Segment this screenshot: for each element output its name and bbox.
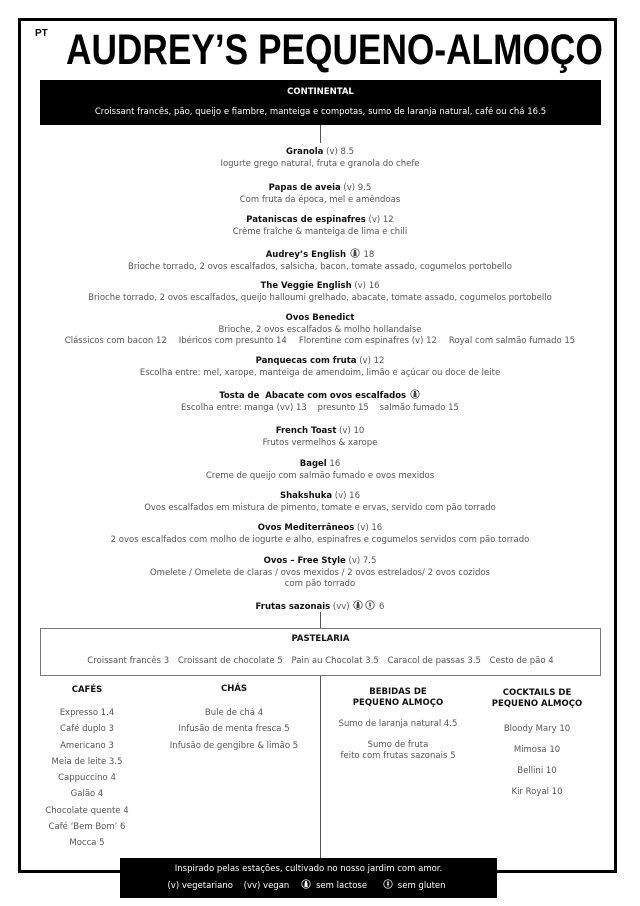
bebidas-column: BEBIDAS DE PEQUENO ALMOÇO Sumo de laranja natural 4.5 Sumo de fruta feito com frutas sazonais 5	[338, 687, 458, 761]
gluten-free-icon	[383, 879, 393, 889]
divider	[320, 612, 321, 628]
gluten-free-icon	[365, 600, 375, 610]
cocktails-column: COCKTAILS DE PEQUENO ALMOÇO Bloody Mary 10 Mimosa 10 Bellini 10 Kir Royal 10	[491, 688, 583, 797]
continental-banner	[40, 80, 601, 125]
legend-gluten: sem gluten	[397, 881, 446, 891]
menu-item: Ovos Mediterrâneos (v) 16 2 ovos escalfados com molho de iogurte e alho, espinafres e cogumelos servidos com pão torrado	[110, 523, 530, 545]
legend-lactose: sem lactose	[316, 881, 368, 891]
menu-item: The Veggie English (v) 16 Brioche torrado, 2 ovos escalfados, queijo halloumi grelhado, abacate, tomate assado, cogumelos portobello	[88, 281, 552, 303]
continental-description: Croissant francês, pão, queijo e fiambre, manteiga e compotas, sumo de laranja natural, café ou chá 16.5	[94, 107, 547, 117]
menu-item: Panquecas com fruta (v) 12 Escolha entre: mel, xarope, manteiga de amendoim, limão e açúcar ou doce de leite	[139, 356, 501, 378]
pastry-item: Caracol de passas 3.5	[387, 656, 481, 666]
lactose-free-icon	[410, 389, 420, 399]
pastelaria-heading: PASTELARIA	[291, 634, 350, 644]
legend-vegetarian: (v) vegetariano	[167, 881, 233, 891]
chas-column: CHÁS Bule de chá 4 Infusão de menta fresca 5 Infusão de gengibre & limão 5	[169, 684, 299, 751]
menu-item: Shakshuka (v) 16 Ovos escalfados em mistura de pimento, tomate e ervas, servido com pão torrado	[144, 491, 496, 513]
menu-item: Frutas sazonais (vv) 6	[255, 602, 385, 612]
pastelaria-box	[40, 628, 601, 676]
menu-item: Granola (v) 8.5 Iogurte grego natural, fruta e granola do chefe	[220, 147, 420, 169]
menu-item: Ovos – Free Style (v) 7.5 Omelete / Omelete de claras / ovos mexidos / 2 ovos estrelados/ 2 ovos cozidos com pão torrado	[149, 556, 490, 589]
menu-item: Bagel 16 Creme de queijo com salmão fumado e ovos mexidos	[205, 459, 435, 481]
pastry-item: Pain au Chocolat 3.5	[291, 656, 379, 666]
lactose-free-icon	[301, 879, 311, 889]
pastry-item: Cesto de pão 4	[489, 656, 554, 666]
menu-item: Tosta de Abacate com ovos escalfados Escolha entre: manga (vv) 13 presunto 15 salmão fumado 15	[181, 391, 459, 413]
lactose-free-icon	[353, 600, 363, 610]
pastry-item: Croissant de chocolate 5	[177, 656, 283, 666]
menu-item: Audrey’s English 18 Brioche torrado, 2 ovos escalfados, salsicha, bacon, tomate assado, cogumelos portobello	[128, 250, 512, 272]
lactose-free-icon	[350, 248, 360, 258]
continental-heading: CONTINENTAL	[287, 87, 354, 97]
divider	[320, 125, 321, 143]
divider	[320, 676, 321, 858]
menu-item: French Toast (v) 10 Frutos vermelhos & xarope	[262, 426, 378, 448]
pastry-item: Croissant francês 3	[87, 656, 170, 666]
legend-vegan: (vv) vegan	[243, 881, 290, 891]
cafes-column: CAFÉS Expresso 1.4 Café duplo 3 Americano 3 Meia de leite 3.5 Cappuccino 4 Galão 4 Chocolate quente 4 Café ‘Bem Bom’ 6 Mocca 5	[45, 685, 129, 849]
footer-tagline: Inspirado pelas estações, cultivado no nosso jardim com amor.	[174, 864, 443, 874]
menu-item: Papas de aveia (v) 9.5 Com fruta da época, mel e amêndoas	[239, 183, 401, 205]
menu-item: Ovos Benedict Brioche, 2 ovos escalfados & molho hollandaise Clássicos com bacon 12 Ibéricos com presunto 14 Florentine com espinafres (v) 12 Royal com salmão fumado 15	[64, 313, 576, 346]
menu-item: Pataniscas de espinafres (v) 12 Crème fraîche & manteiga de lima e chili	[232, 215, 408, 237]
footer-legend	[120, 858, 497, 898]
page-title: AUDREY’S PEQUENO-ALMOÇO	[66, 26, 603, 74]
language-tag: PT	[35, 28, 48, 39]
